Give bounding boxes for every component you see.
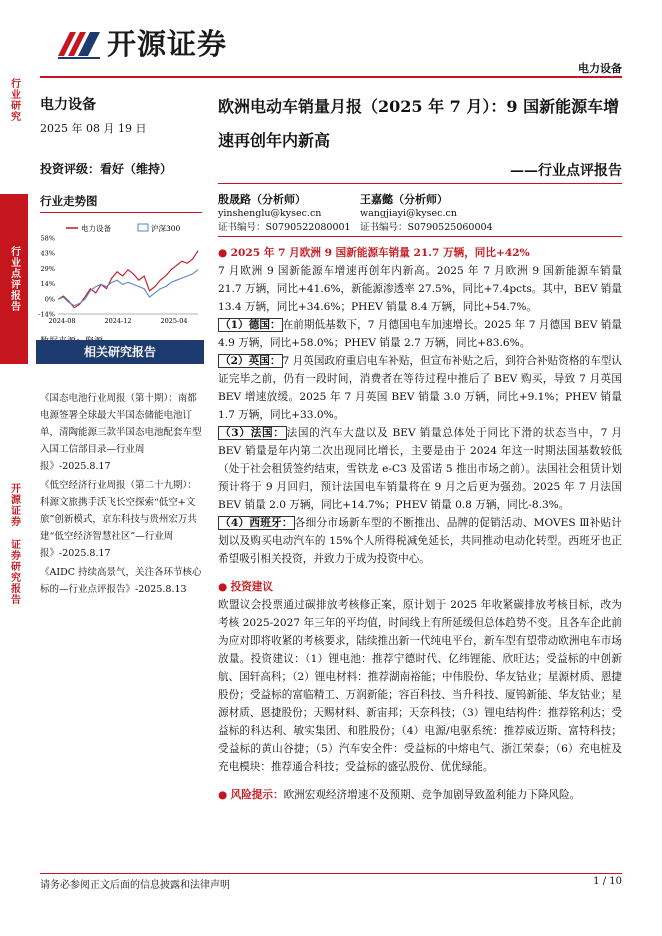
paragraph-investment: 欧盟议会投票通过碳排放考核修正案，原计划于 2025 年收紧碳排放考核目标，改为考核 2025-2027 年三年的平均值，时间线上有所延缓但总体趋势不变。且各车企此前为应对即将收紧的考核要求，陆续推出新一代纯电平台，新车型有望带动欧洲电车市场放量。投资建议：（1）锂电池：推荐宁德时代、亿纬锂能、欣旺达；受益标的中创新航、国轩高科；（2）锂电材料：推荐湖南裕能；中伟股份、华友钴业；星源材质、恩捷股份；受益标的富临精工、万润新能；容百科技、当升科技、厦钨新能、华友钴业；星源材质、恩捷股份；天赐材料、新宙邦；天奈科技；（3）锂电结构件：推荐铭利达；受益标的科达利、敏实集团、和胜股份；（4）电源/电驱系统：推荐威迈斯、富特科技；受益标的黄山谷捷；（5）汽车安全件：受益标的中熔电气、浙江荣泰；（6）充电桩及充电模块：推荐通合科技；受益标的盛弘股份、优优绿能。 (218, 599, 623, 773)
y-tick-label: 43% (40, 249, 55, 258)
section-heading-investment: ● 投资建议 (218, 581, 273, 593)
report-subtype: ——行业点评报告 (510, 163, 622, 179)
bullet-icon: ● (218, 789, 228, 801)
report-title: 欧洲电动车销量月报（2025 年 7 月）：9 国新能源车增速再创年内新高 (218, 97, 620, 150)
legend-swatch-csi300 (138, 224, 148, 231)
investment-rating: 投资评级：看好（维持） (40, 162, 173, 176)
paragraph-spain: （4）西班牙： 各细分市场新车型的不断推出、品牌的促销活动、MOVES Ⅲ补贴计划以及购买电动汽车的 15%个人所得税减免延长，共同推动电动化转型。西班牙也正希望吸引相关投资，并致力于成为投资中心。 (218, 517, 623, 565)
bullet-icon: ● (218, 247, 228, 259)
x-tick-label: 2024-12 (104, 317, 132, 325)
related-report-item[interactable]: 《国态电池行业周报（第十期）：南都电源签署全球最大半国态储能电池订单，清陶能源三款半国态电池配套车型入国工信部目录—行业周报》-2025.8.17 (40, 393, 202, 472)
brand-name: 开源证券 (107, 27, 228, 61)
page-number: 1 / 10 (593, 876, 622, 887)
y-tick-label: 14% (40, 280, 55, 289)
analyst-email[interactable]: wangjiayi@kysec.cn (360, 208, 457, 219)
analyst-2 (360, 193, 493, 235)
x-tick-label: 2024-08 (48, 317, 76, 325)
trend-chart (36, 218, 206, 330)
analyst-name: 王嘉懿（分析师） (360, 193, 448, 206)
y-tick-label: -14% (38, 310, 55, 319)
y-tick-label: 29% (40, 264, 55, 273)
trend-divider (40, 212, 202, 213)
related-report-item[interactable]: 《AIDC 持续高景气，关注各环节核心标的—行业点评报告》-2025.8.13 (40, 567, 202, 595)
legend-label-power: 电力设备 (81, 224, 111, 233)
sidebar-industry-research: 行业研究 (0, 60, 28, 140)
report-date: 2025 年 08 月 19 日 (40, 122, 147, 135)
legend-label-csi300: 沪深300 (151, 224, 181, 233)
analyst-cert: 证书编号：S0790522080001 (218, 222, 351, 233)
related-report-item[interactable]: 《低空经济行业周报（第二十九期）：科源文旅携手沃飞长空探索“低空+文旅”创新模式，京东科技与贵州宏万共建“低空经济智慧社区”—行业周报》-2025.8.17 (40, 480, 197, 559)
industry-name: 电力设备 (40, 97, 96, 113)
brand-logo-icon (56, 26, 102, 60)
analyst-name: 殷晟路（分析师） (218, 193, 306, 206)
series-line-power-equipment (58, 251, 198, 308)
bullet-icon: ● (218, 581, 228, 593)
footer-divider (40, 873, 622, 874)
section-heading-sales: ● 2025 年 7 月欧洲 9 国新能源车销量 21.7 万辆，同比+42% (218, 247, 530, 259)
analyst-email[interactable]: yinshenglu@kysec.cn (218, 208, 322, 219)
paragraph-risk: ● 风险提示：欧洲宏观经济增速不及预期、竞争加剧导致盈利能力下降风险。 (218, 789, 581, 801)
analyst-1 (218, 193, 351, 235)
top-category: 电力设备 (578, 62, 622, 75)
footer-disclaimer[interactable]: 请务必参阅正文后面的信息披露和法律声明 (40, 880, 230, 891)
paragraph-uk: （2）英国： 7 月英国政府重启电车补贴，但宣布补贴之后，到符合补贴资格的车型认证完毕之前，仍有一段时间，消费者在等待过程中推后了 BEV 购买，导致 7 月英国 BEV 增速放缓。2025 年 7 月英国 BEV 销量 3.0 万辆，同比+9.1%；PHEV 销量 1.7 万辆，同比+33.0%。 (218, 355, 622, 421)
paragraph-france: （3）法国： 法国的汽车大盘以及 BEV 销量总体处于同比下滑的状态当中，7 月 BEV 销量是年内第二次出现同比增长，主要是由于 2024 年这一时期法国基数较低（处于社会租赁签约结束，雪铁龙 e-C3 及雷诺 5 推出市场之前）。法国社会租赁计划预计将于 9 月回归，预计法国电车销量将在 9 月之后更为强劲。2025 年 7 月法国 BEV 销量 2.0 万辆，同比+14.7%；PHEV 销量 0.8 万辆，同比-8.3%。 (218, 427, 623, 511)
related-reports-header: 相关研究报告 (36, 340, 204, 364)
y-tick-label: 0% (44, 295, 55, 304)
sidebar-brand-research: 开源证券 证券研究报告 (0, 464, 28, 624)
title-divider (218, 183, 622, 184)
top-divider (40, 76, 622, 78)
analyst-cert: 证书编号：S0790525060004 (360, 222, 493, 233)
sidebar-report-type: 行业点评报告 (0, 194, 28, 364)
x-tick-label: 2025-04 (160, 317, 188, 325)
series-line-csi300 (58, 270, 198, 306)
paragraph-germany: （1）德国： 在前期低基数下，7 月德国电车加速增长。2025 年 7 月德国 BEV 销量 4.9 万辆，同比+58.0%；PHEV 销量 2.7 万辆，同比+83.6%。 (218, 319, 623, 349)
trend-chart-title: 行业走势图 (40, 194, 98, 208)
paragraph-summary: 7 月欧洲 9 国新能源车增速再创年内新高。2025 年 7 月欧洲 9 国新能源车销量 21.7 万辆，同比+41.6%，新能源渗透率 27.5%，同比+7.4pcts。其中，BEV 销量 13.4 万辆，同比+34.6%；PHEV 销量 8.4 万辆，同比+54.7%。 (218, 265, 622, 313)
y-tick-label: 58% (40, 234, 55, 243)
report-body (218, 244, 622, 804)
analyst-divider (218, 236, 622, 237)
related-reports-list (40, 390, 204, 600)
